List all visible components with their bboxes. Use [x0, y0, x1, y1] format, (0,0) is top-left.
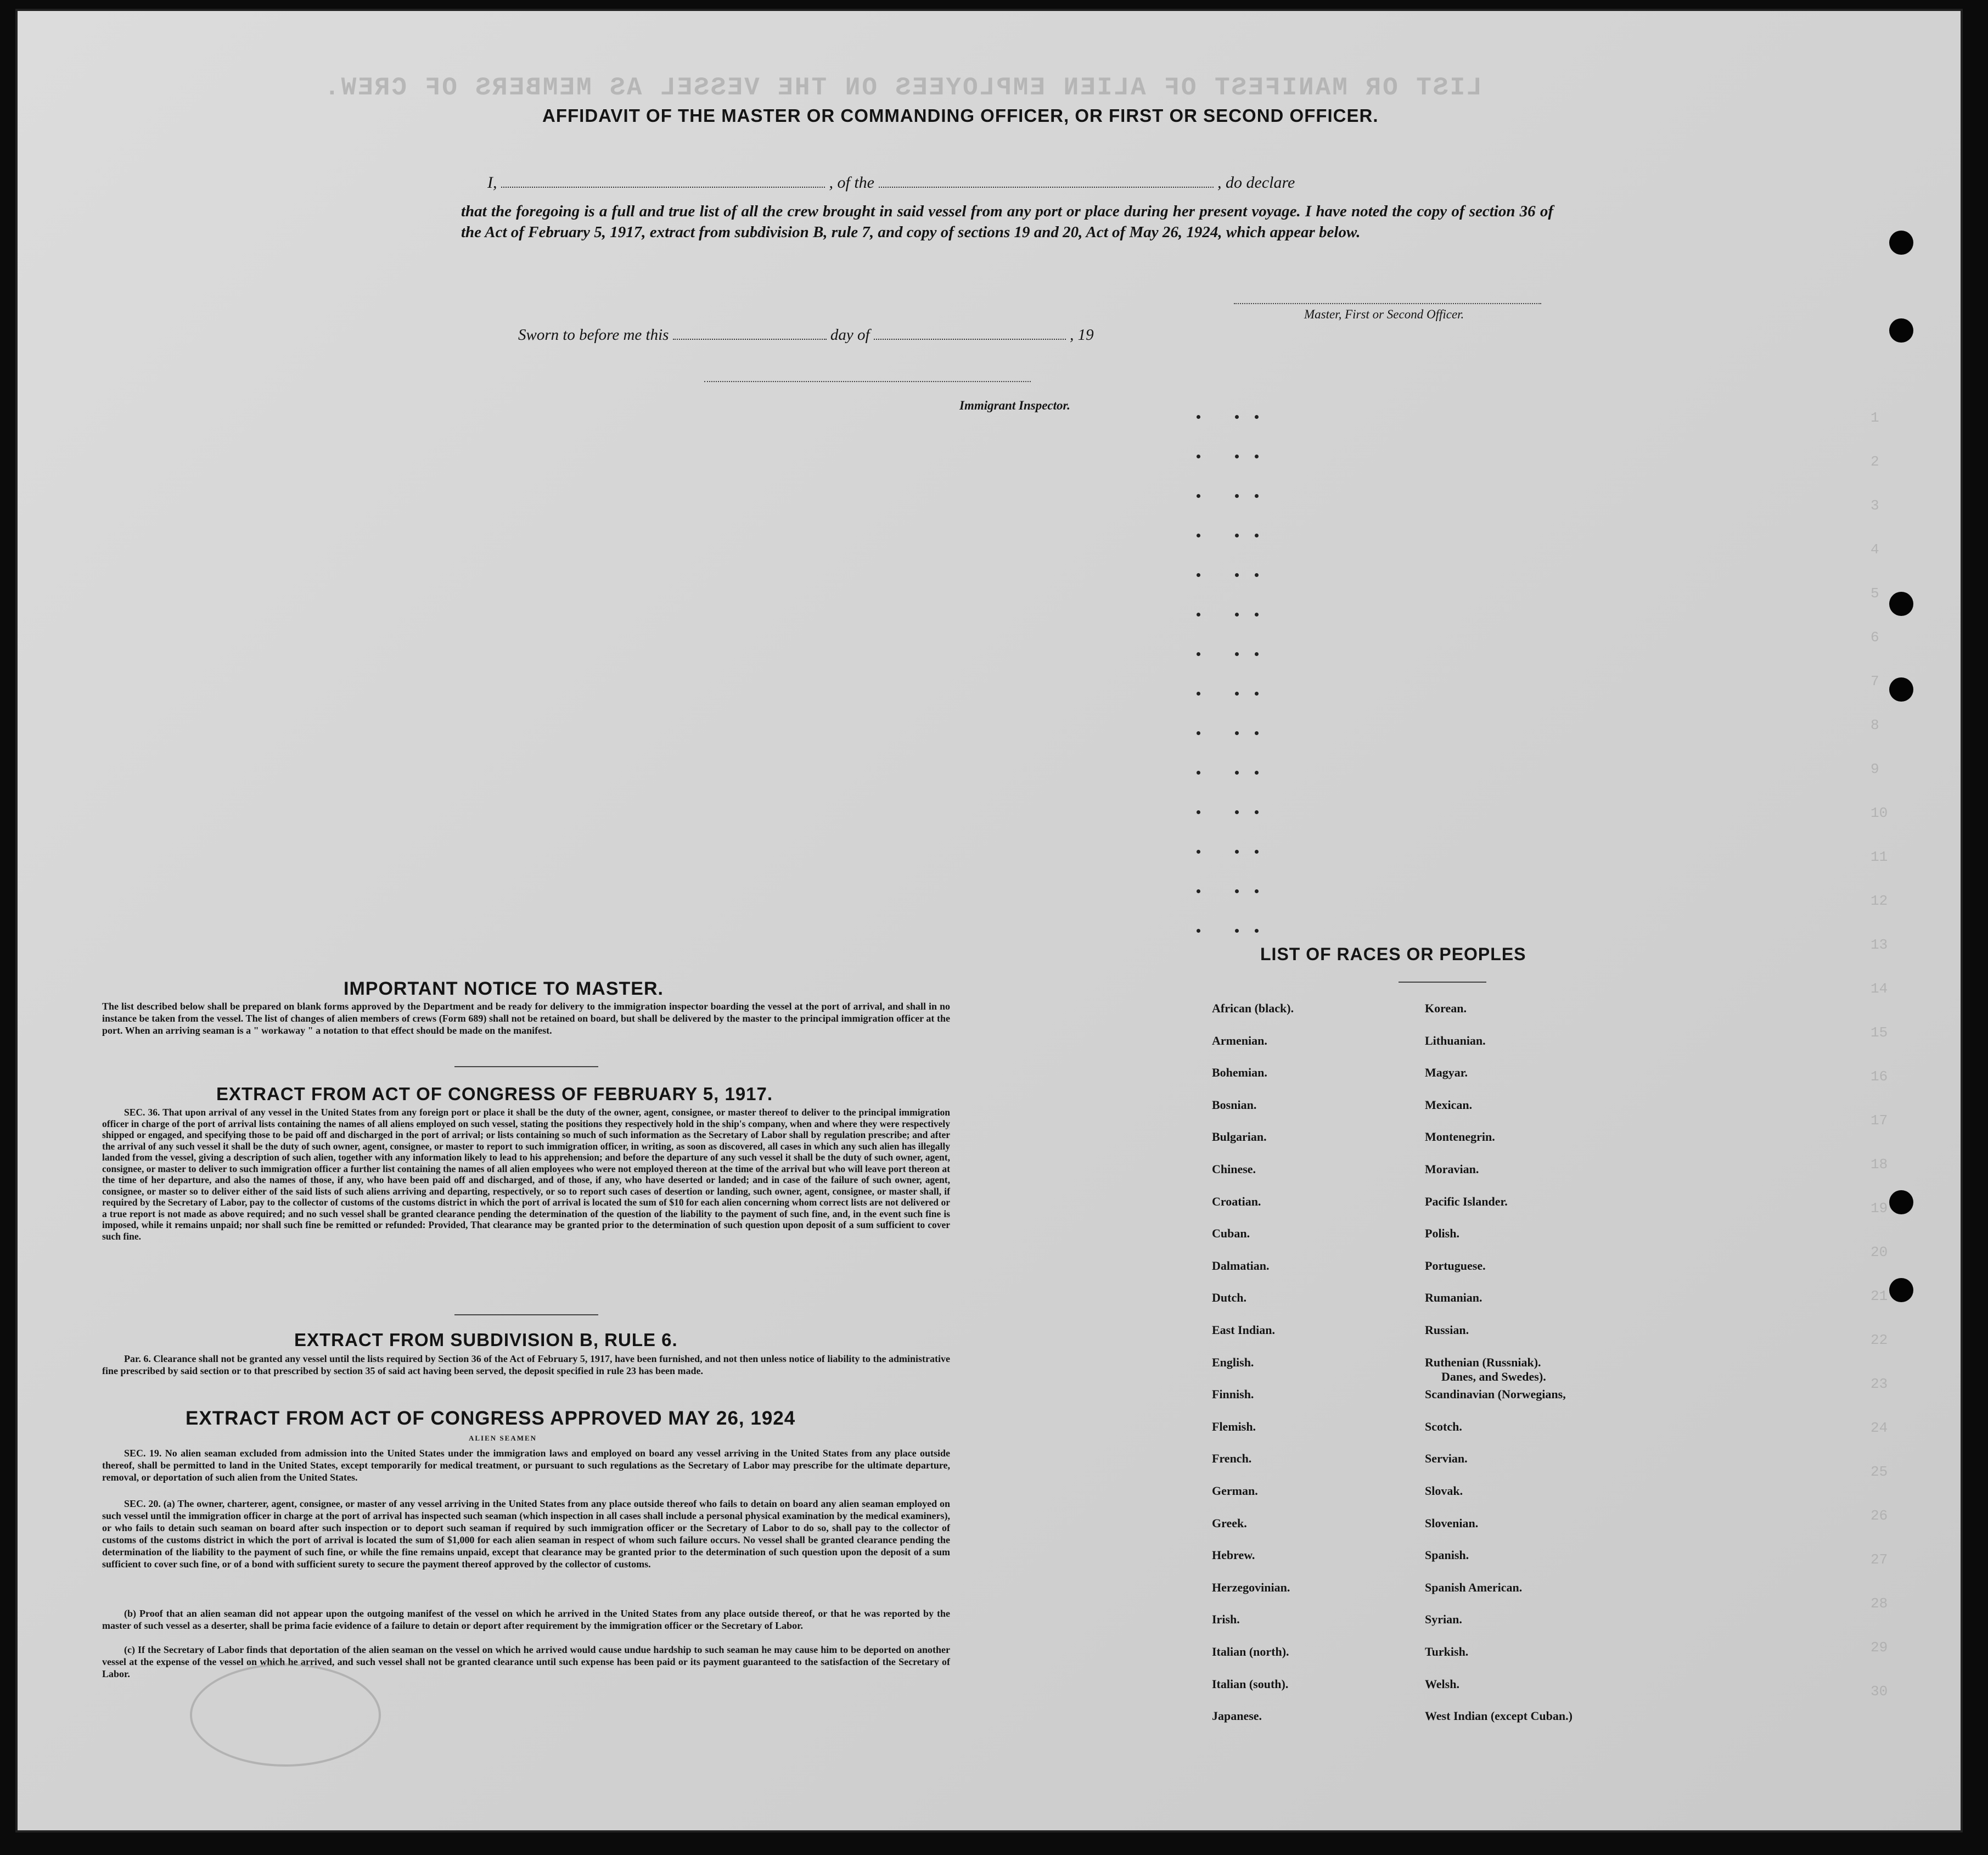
extract-1924-sec20a: SEC. 20. (a) The owner, charterer, agent, consignee, or master of any vessel arriving in the United States from any place outside thereof who fails to detain on board any alien seaman employed on such vessel until the immigration officer in charge at the port of arrival has inspected such seaman (which inspection in all cases shall include a personal physical examination by the medical examiners), or who fails to detain such seaman on board after such inspection or to deport such seaman if required by such immigration officer or the Secretary of Labor to do so, shall pay to the collector of customs of the customs district in which the port of arrival is located the sum of $1,000 for each alien seaman in respect of whom such failure occurs. No vessel shall be granted clearance pending the determination of the liability to the payment of such fine, or while the fine remains unpaid, except that clearance may be granted prior to the determination of such question upon the deposit of a sum sufficient to cover such fine, or of a bond with sufficient surety to secure the payment thereof approved by the collector of customs. [102, 1498, 950, 1570]
bleed-row-number: 20 [1871, 1244, 1888, 1260]
race-entry: Moravian. [1425, 1162, 1479, 1176]
bleed-row-number: 3 [1871, 497, 1879, 514]
divider-2 [454, 1314, 598, 1315]
extract-1924-title: EXTRACT FROM ACT OF CONGRESS APPROVED MAY 26, 1924 [186, 1408, 796, 1429]
bleed-row-number: 14 [1871, 980, 1888, 997]
race-entry: Hebrew. [1212, 1548, 1255, 1562]
day-of-label: day of [830, 326, 870, 344]
inspector-signature-label: Immigrant Inspector. [959, 399, 1070, 412]
dot-mark [1255, 455, 1259, 458]
of-the-label: , of the [829, 173, 874, 192]
extract-1924-sec20c: (c) If the Secretary of Labor finds that deportation of the alien seaman on the vessel on which he arrived would cause undue hardship to such seaman he may cause him to be deported on another vessel at the expense of the vessel on which he arrived, and such vessel shall not be granted clearance until such expense has been paid or its payment guaranteed to the satisfaction of the Secretary of Labor. [102, 1644, 950, 1679]
year-label: , 19 [1070, 326, 1094, 344]
bleed-row-number: 12 [1871, 893, 1888, 909]
dot-mark [1235, 692, 1239, 696]
dot-mark [1197, 573, 1200, 577]
dot-mark [1197, 534, 1200, 537]
dot-mark [1197, 929, 1200, 933]
dot-mark [1197, 692, 1200, 696]
bleed-row-number: 27 [1871, 1551, 1888, 1568]
race-entry: Dalmatian. [1212, 1258, 1270, 1273]
dot-mark [1235, 731, 1239, 735]
bleed-row-number: 10 [1871, 805, 1888, 821]
extract-1924-sec20b: (b) Proof that an alien seaman did not appear upon the outgoing manifest of the vessel on which he arrived in the United States from any place outside thereof, or that he was reported by the master of such vessel as a deserter, shall be prima facie evidence of a failure to detain or deport after requirement by the immigration officer or the Secretary of Labor. [102, 1608, 950, 1631]
race-entry: Syrian. [1425, 1612, 1462, 1627]
bleed-row-number: 24 [1871, 1420, 1888, 1436]
race-entry: Rumanian. [1425, 1291, 1482, 1305]
dot-mark [1255, 929, 1259, 933]
race-entry: Russian. [1425, 1323, 1469, 1337]
rule-6-text: Par. 6. Clearance shall not be granted any vessel until the lists required by Section 36 of the Act of February 5, 1917, have been furnished, and not then unless notice of liability to the administrative fine prescribed by said section or to that prescribed by section 35 of said act having been served, the deposit specified in rule 23 has been made. [102, 1353, 950, 1376]
bleed-row-number: 11 [1871, 849, 1888, 865]
dot-mark [1197, 771, 1200, 775]
punch-hole [1889, 1190, 1913, 1214]
race-entry: Ruthenian (Russniak). [1425, 1355, 1541, 1369]
race-entry: Pacific Islander. [1425, 1194, 1508, 1208]
extract-1924-sec19: SEC. 19. No alien seaman excluded from admission into the United States under the immigration laws and employed on board any vessel arriving in the United States from any place outside thereof, shall be permitted to land in the United States, except temporarily for medical treatment, or pursuant to such regulations as the Secretary of Labor may prescribe for the ultimate departure, removal, or deportation of such alien from the United States. [102, 1448, 950, 1483]
race-entry: East Indian. [1212, 1323, 1275, 1337]
race-entry: Herzegovinian. [1212, 1580, 1290, 1594]
dot-mark [1235, 455, 1239, 458]
race-entry: Bohemian. [1212, 1066, 1267, 1080]
bleed-row-number: 30 [1871, 1683, 1888, 1700]
race-entry: Irish. [1212, 1612, 1240, 1627]
bleed-row-number: 8 [1871, 717, 1879, 733]
race-entry: Danes, and Swedes). [1441, 1370, 1546, 1384]
declare-label: , do declare [1217, 173, 1295, 192]
dot-mark [1255, 652, 1259, 656]
race-entry: Japanese. [1212, 1709, 1262, 1723]
divider-1 [454, 1066, 598, 1067]
master-signature-label: Master, First or Second Officer. [1304, 307, 1464, 321]
race-entry: African (black). [1212, 1001, 1294, 1015]
bleed-row-number: 18 [1871, 1156, 1888, 1173]
bleed-row-number: 28 [1871, 1595, 1888, 1612]
bleed-row-number: 1 [1871, 410, 1879, 426]
bleed-row-number: 29 [1871, 1639, 1888, 1656]
dot-mark [1235, 573, 1239, 577]
bleed-row-number: 7 [1871, 673, 1879, 690]
punch-hole [1889, 1278, 1913, 1302]
race-entry: Italian (south). [1212, 1677, 1289, 1691]
dot-mark [1197, 731, 1200, 735]
race-entry: West Indian (except Cuban.) [1425, 1709, 1573, 1723]
bleed-row-number: 6 [1871, 629, 1879, 646]
bleed-row-number: 17 [1871, 1112, 1888, 1129]
dot-mark [1255, 850, 1259, 854]
punch-hole [1889, 592, 1913, 616]
race-entry: Bosnian. [1212, 1097, 1257, 1112]
dot-mark [1255, 731, 1259, 735]
race-entry: English. [1212, 1355, 1254, 1369]
vessel-name-blank [879, 187, 1214, 188]
race-entry: Magyar. [1425, 1066, 1468, 1080]
affidavit-declaration-line [487, 173, 1295, 192]
races-divider [1399, 982, 1486, 983]
race-entry: Polish. [1425, 1226, 1459, 1241]
race-entry: Dutch. [1212, 1291, 1246, 1305]
declarant-name-blank [501, 187, 825, 188]
notice-title: IMPORTANT NOTICE TO MASTER. [344, 978, 664, 999]
race-entry: Croatian. [1212, 1194, 1261, 1208]
bleed-through-heading: LIST OR MANIFEST OF ALIEN EMPLOYEES ON THE VESSEL AS MEMBERS OF CREW. [323, 74, 1482, 102]
bleed-row-number: 13 [1871, 937, 1888, 953]
dot-mark [1235, 652, 1239, 656]
sworn-line [518, 326, 1094, 344]
race-entry: Slovak. [1425, 1484, 1463, 1498]
dot-mark [1197, 652, 1200, 656]
race-entry: Slovenian. [1425, 1516, 1479, 1530]
dot-mark [1235, 889, 1239, 893]
dot-mark [1255, 415, 1259, 419]
dot-mark [1197, 613, 1200, 617]
dot-mark [1255, 771, 1259, 775]
race-entry: Servian. [1425, 1452, 1468, 1466]
dot-mark [1235, 534, 1239, 537]
dot-mark [1235, 810, 1239, 814]
dot-mark [1255, 613, 1259, 617]
bleed-row-number: 22 [1871, 1332, 1888, 1348]
bleed-row-number: 19 [1871, 1200, 1888, 1217]
master-signature-line [1234, 303, 1541, 304]
bleed-row-number: 2 [1871, 453, 1879, 470]
dot-mark [1197, 415, 1200, 419]
race-entry: Lithuanian. [1425, 1033, 1486, 1047]
punch-hole [1889, 677, 1913, 702]
punch-hole [1889, 231, 1913, 255]
dot-mark [1255, 889, 1259, 893]
race-entry: Greek. [1212, 1516, 1247, 1530]
race-entry: Italian (north). [1212, 1645, 1289, 1658]
dot-mark [1235, 929, 1239, 933]
race-entry: Welsh. [1425, 1677, 1459, 1691]
dot-mark [1197, 850, 1200, 854]
race-entry: Montenegrin. [1425, 1130, 1495, 1144]
stamp-bleed-through [190, 1663, 381, 1767]
alien-seamen-subtitle: ALIEN SEAMEN [469, 1434, 537, 1442]
sworn-month-blank [874, 339, 1066, 340]
sworn-day-blank [673, 339, 827, 340]
dot-mark [1255, 692, 1259, 696]
declarant-label: I, [487, 173, 497, 192]
race-entry: Scandinavian (Norwegians, [1425, 1387, 1566, 1402]
dot-mark [1197, 455, 1200, 458]
race-entry: Scotch. [1425, 1419, 1462, 1433]
race-entry: Flemish. [1212, 1419, 1256, 1433]
bleed-row-number: 25 [1871, 1464, 1888, 1480]
dot-mark [1255, 573, 1259, 577]
race-entry: Cuban. [1212, 1226, 1250, 1241]
bleed-row-number: 5 [1871, 585, 1879, 602]
bleed-row-number: 4 [1871, 541, 1879, 558]
dot-mark [1255, 810, 1259, 814]
races-title: LIST OF RACES OR PEOPLES [1260, 944, 1526, 964]
notice-text: The list described below shall be prepared on blank forms approved by the Department and be ready for delivery to the immigration inspector boarding the vessel at the port of arrival, and shall in no instance be taken from the vessel. The list of changes of alien members of crews (Form 689) shall not be retained on board, but shall be delivered by the master to the principal immigration officer at the port. When an arriving seaman is a " workaway " a notation to that effect should be made on the manifest. [102, 1001, 950, 1036]
extract-1917-title: EXTRACT FROM ACT OF CONGRESS OF FEBRUARY 5, 1917. [216, 1084, 773, 1104]
bleed-row-number: 23 [1871, 1376, 1888, 1392]
race-entry: French. [1212, 1452, 1252, 1466]
rule-6-title: EXTRACT FROM SUBDIVISION B, RULE 6. [294, 1330, 678, 1350]
race-entry: Turkish. [1425, 1645, 1469, 1658]
race-entry: Chinese. [1212, 1162, 1256, 1176]
dot-mark [1197, 889, 1200, 893]
sworn-label: Sworn to before me this [518, 326, 669, 344]
dot-mark [1255, 494, 1259, 498]
dot-mark [1235, 850, 1239, 854]
race-entry: Spanish. [1425, 1548, 1469, 1562]
race-entry: Finnish. [1212, 1387, 1254, 1402]
bleed-row-number: 26 [1871, 1507, 1888, 1524]
affidavit-title: AFFIDAVIT OF THE MASTER OR COMMANDING OFFICER, OR FIRST OR SECOND OFFICER. [542, 105, 1379, 126]
dot-mark [1235, 771, 1239, 775]
bleed-row-number: 21 [1871, 1288, 1888, 1304]
document-page [15, 9, 1963, 1832]
race-entry: Mexican. [1425, 1097, 1473, 1112]
race-entry: Bulgarian. [1212, 1130, 1267, 1144]
dot-mark [1197, 810, 1200, 814]
dot-mark [1235, 494, 1239, 498]
punch-hole [1889, 318, 1913, 343]
dot-mark [1235, 415, 1239, 419]
extract-1917-text: SEC. 36. That upon arrival of any vessel in the United States from any foreign port or place it shall be the duty of the owner, agent, consignee, or master thereof to deliver to the principal immigration officer in charge of the port of arrival lists containing the names of all aliens employed on such vessel, stating the positions they respectively hold in the ship's company, when and where they were respectively shipped or engaged, and specifying those to be paid off and discharged in the port of arrival; or lists containing so much of such information as the Secretary of Labor shall by regulation prescribe; and after the arrival of any such vessel it shall be the duty of such owner, agent, consignee, or master to report to such immigration officer, in writing, as soon as discovered, all cases in which any such alien has illegally landed from the vessel, giving a description of such alien, together with any information likely to lead to his apprehension; and before the departure of any such vessel it shall be the duty of such owner, agent, consignee, or master to deliver to such immigration officer a further list containing the names of all alien employees who were not employed thereon at the time of the arrival but who will leave port thereon at the time of her departure, and also the names of those, if any, who have been paid off and discharged, and of those, if any, who have deserted or landed; and in case of the failure of such owner, agent, consignee, or master so to deliver either of the said lists of such aliens arriving and departing, respectively, or so to report such cases of desertion or landing, such owner, agent, consignee, or master shall, if required by the Secretary of Labor, pay to the collector of customs of the customs district in which the port of arrival is located the sum of $10 for each alien concerning whom correct lists are not delivered or a true report is not made as above required; and no such vessel shall be granted clearance pending the determination of the question of the liability to the payment of such fine, and, in the event such fine is imposed, while it remains unpaid; nor shall such fine be remitted or refunded: Provided, That clearance may be granted prior to the determination of such question upon deposit of a sum sufficient to cover such fine. [102, 1107, 950, 1242]
race-entry: Armenian. [1212, 1033, 1267, 1047]
dot-mark [1235, 613, 1239, 617]
bleed-row-number: 16 [1871, 1068, 1888, 1085]
race-entry: Korean. [1425, 1001, 1467, 1015]
dot-mark [1255, 534, 1259, 537]
race-entry: Spanish American. [1425, 1580, 1523, 1594]
race-entry: German. [1212, 1484, 1258, 1498]
race-entry: Portuguese. [1425, 1258, 1486, 1273]
bleed-row-number: 15 [1871, 1024, 1888, 1041]
bleed-row-number: 9 [1871, 761, 1879, 777]
inspector-signature-line [704, 381, 1031, 382]
dot-mark [1197, 494, 1200, 498]
affidavit-body: that the foregoing is a full and true list of all the crew brought in said vessel from any port or place during her present voyage. I have noted the copy of section 36 of the Act of February 5, 1917, extract from subdivision B, rule 7, and copy of sections 19 and 20, Act of May 26, 1924, which appear below. [461, 203, 1553, 241]
